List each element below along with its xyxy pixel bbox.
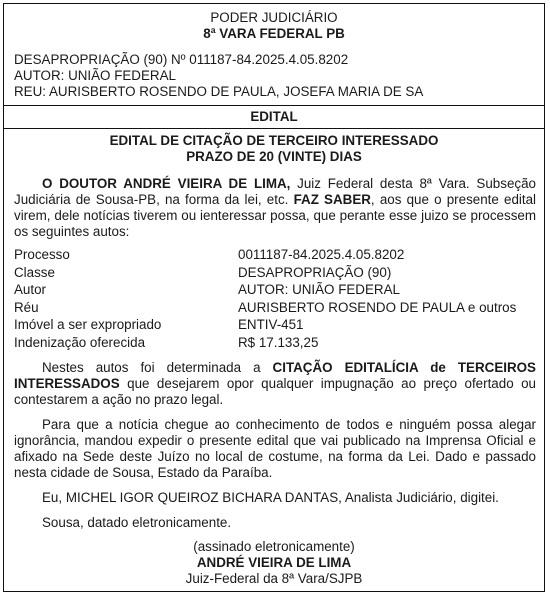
edital-label: EDITAL [250,109,298,124]
citation-text-2: que desejarem opor qualquer impugnação ao preço ofertado ou contestarem a ação no prazo legal. [14,375,536,407]
edital-deadline: PRAZO DE 20 (VINTE) DIAS [186,149,362,164]
table-row [14,264,536,282]
detail-label: Indenização oferecida [14,334,146,350]
typist-paragraph: Eu, MICHEL IGOR QUEIROZ BICHARA DANTAS, Analista Judiciário, digitei. [42,489,499,505]
divider-bottom [4,128,544,129]
detail-value: AURISBERTO ROSENDO DE PAULA e outros [238,299,517,315]
detail-label: Imóvel a ser expropriado [14,317,162,333]
table-row [14,334,536,352]
table-row [14,316,536,334]
intro-text-1: Juiz Federal desta 8ª Vara. Subseção Judiciária de Sousa-PB, na forma da lei, etc. [14,176,536,207]
detail-value: DESAPROPRIAÇÃO (90) [238,264,392,280]
edital-titles [4,133,544,165]
date-paragraph: Sousa, datado eletronicamente. [42,514,232,530]
detail-value: ENTIV-451 [238,317,304,333]
case-details-table [14,246,536,352]
detail-label: Autor [14,282,47,298]
table-row [14,299,536,317]
judge-name: O DOUTOR ANDRÉ VIEIRA DE LIMA, [42,176,291,191]
signer-role: Juiz-Federal da 8ª Vara/SJPB [185,571,363,586]
detail-value: 0011187-84.2025.4.05.8202 [238,247,405,262]
detail-value: R$ 17.133,25 [238,334,319,350]
process-info [14,52,534,100]
citation-paragraph [14,360,536,408]
edital-document [3,3,545,592]
table-row [14,246,536,264]
citation-highlight: CITAÇÃO EDITALÍCIA de TERCEIROS INTERESSADOS [14,359,536,391]
signature-note: (assinado eletronicamente) [193,539,355,554]
detail-label: Réu [14,299,39,315]
document-header [4,10,544,42]
citation-text-1: Nestes autos foi determinada a [42,359,273,375]
process-author: AUTOR: UNIÃO FEDERAL [14,68,176,83]
intro-paragraph [14,176,536,240]
detail-label: Processo [14,247,70,262]
court-name: PODER JUDICIÁRIO [210,10,338,25]
signer-name: ANDRÉ VIEIRA DE LIMA [196,555,352,570]
divider-top [4,105,544,106]
faz-saber: FAZ SABER [293,192,371,207]
table-row [14,281,536,299]
signature-block [4,539,544,587]
detail-label: Classe [14,264,55,280]
detail-value: AUTOR: UNIÃO FEDERAL [238,282,400,298]
process-class-number: DESAPROPRIAÇÃO (90) Nº 011187-84.2025.4.05.8202 [14,52,349,67]
process-defendant: REU: AURISBERTO ROSENDO DE PAULA, JOSEFA MARIA DE SA [14,84,424,99]
intro-text-2: , aos que o presente edital virem, dele notícias tiverem ou ienteressar possa, que perante esse juizo se processem os seguintes autos: [14,192,537,239]
edital-body [14,176,536,531]
court-division: 8ª VARA FEDERAL PB [203,26,345,41]
publication-paragraph: Para que a notícia chegue ao conhecimento de todos e ninguém possa alegar ignorância, mandou expedir o presente edital que vai publicado na Imprensa Oficial e afixado na Sede deste Juízo no local de costume, na forma da Lei. Dado e passado nesta cidade de Sousa, Estado da Paraíba. [14,416,536,480]
edital-title: EDITAL DE CITAÇÃO DE TERCEIRO INTERESSADO [109,133,439,148]
